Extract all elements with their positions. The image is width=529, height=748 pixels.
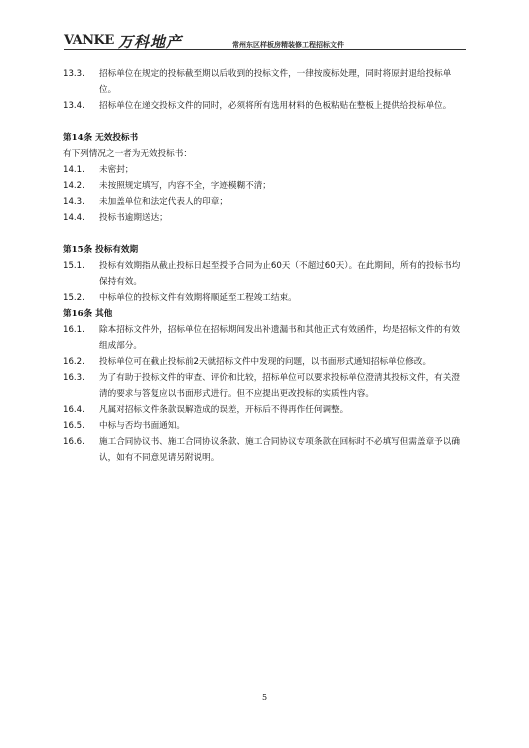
page-number: 5: [261, 693, 268, 702]
clause-number: 14.3.: [63, 197, 85, 207]
clause-text: 中标与否均书面通知。: [99, 421, 185, 431]
section-15-title: 第15条 投标有效期: [63, 245, 139, 255]
section-14-intro: 有下列情况之一者为无效投标书：: [63, 149, 192, 159]
clause-13-3: [63, 66, 467, 98]
header-divider: [64, 49, 466, 50]
clause-16-4: [63, 402, 467, 418]
clause-number: 16.2.: [63, 357, 85, 367]
clause-number: 16.6.: [63, 437, 85, 447]
clause-text: 投标有效期指从截止投标日起至授予合同为止60天（不超过60天）。在此期间，所有的投标书均保持有效。: [99, 261, 461, 287]
clause-16-3: [63, 370, 467, 402]
clause-text: 招标单位在递交投标文件的同时，必须将所有选用材料的色板粘贴在整板上提供给投标单位。: [99, 101, 452, 111]
clause-text: 中标单位的投标文件有效期将顺延至工程竣工结束。: [99, 293, 297, 303]
vanke-logo-cn: 万科地产: [118, 33, 183, 51]
clause-text: 未密封；: [99, 165, 134, 175]
clause-16-1: [63, 322, 467, 354]
vanke-logo: VANKE: [64, 33, 114, 48]
clause-number: 16.4.: [63, 405, 85, 415]
clause-text: 未加盖单位和法定代表人的印章；: [99, 197, 228, 207]
clause-number: 16.5.: [63, 421, 85, 431]
document-body: [63, 66, 467, 466]
clause-text: 招标单位在规定的投标截至期以后收到的投标文件，一律按废标处理，同时将原封退给投标单位。: [99, 69, 452, 95]
clause-text: 未按照规定填写，内容不全，字迹模糊不清；: [99, 181, 271, 191]
section-16-title: 第16条 其他: [63, 309, 113, 319]
clause-text: 投标单位可在截止投标前2天就招标文件中发现的问题，以书面形式通知招标单位修改。: [99, 357, 432, 367]
clause-number: 14.2.: [63, 181, 85, 191]
clause-number: 16.3.: [63, 373, 85, 383]
clause-number: 15.2.: [63, 293, 85, 303]
clause-number: 15.1.: [63, 261, 85, 271]
clause-14-2: [63, 178, 467, 194]
clause-text: 除本招标文件外，招标单位在招标期间发出补遗漏书和其他正式有效函件，均是招标文件的有效组成部分。: [99, 325, 460, 351]
clause-15-2: [63, 290, 467, 306]
clause-text: 凡属对招标文件条款误解造成的误差，开标后不得再作任何调整。: [99, 405, 349, 415]
clause-16-2: [63, 354, 467, 370]
clause-text: 投标书逾期送达；: [99, 213, 168, 223]
clause-14-4: [63, 210, 467, 226]
clause-number: 14.4.: [63, 213, 85, 223]
clause-number: 16.1.: [63, 325, 85, 335]
document-title: 常州东区样板房精装修工程招标文件: [232, 41, 344, 49]
clause-14-3: [63, 194, 467, 210]
clause-number: 13.3.: [63, 69, 85, 79]
clause-text: 施工合同协议书、施工合同协议条款、施工合同协议专项条款在回标时不必填写但需盖章予以确认，如有不同意见请另附说明。: [99, 437, 460, 463]
clause-16-5: [63, 418, 467, 434]
clause-number: 14.1.: [63, 165, 85, 175]
clause-15-1: [63, 258, 467, 290]
section-14-title: 第14条 无效投标书: [63, 133, 139, 143]
clause-14-1: [63, 162, 467, 178]
clause-number: 13.4.: [63, 101, 85, 111]
clause-text: 为了有助于投标文件的审查、评价和比较，招标单位可以要求投标单位澄清其投标文件，有关澄清的要求与答复应以书面形式进行。但不应提出更改投标的实质性内容。: [99, 373, 460, 399]
clause-13-4: [63, 98, 467, 114]
page-header: [64, 33, 466, 51]
clause-16-6: [63, 434, 467, 466]
